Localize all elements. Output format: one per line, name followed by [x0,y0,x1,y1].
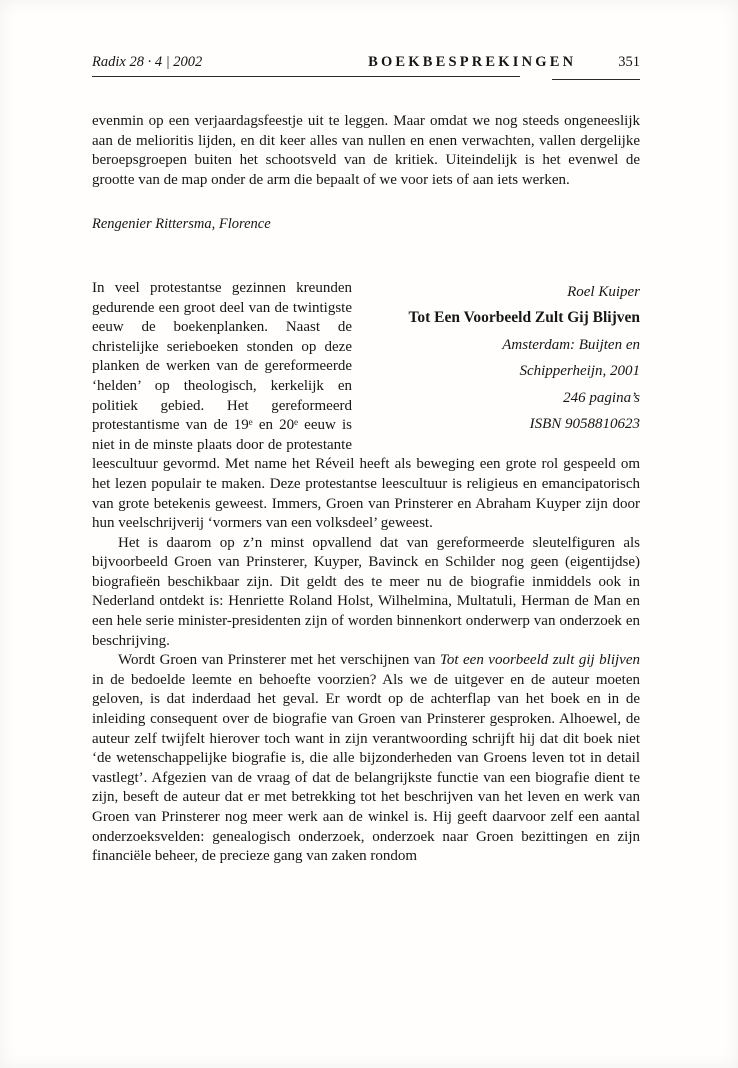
book-publisher-line2: Schipperheijn, 2001 [519,363,640,380]
review-paragraph-3-after: in de bedoelde leemte en behoefte voorzien? Als we de uitgever en de auteur moeten geloven, is dat inderdaad het geval. Er wordt op de achterflap van het boek en in de inleiding consequent over de biografie van Groen van Prinsterer gesproken. Alhoewel, de auteur zelf twijfelt hierover toch want in zijn verantwoording schrijft hij dat dit boek niet ‘de wetenschappelijke biografie is, die alle bijzonderheden van Groens leven tot in detail vastlegt’. Afgezien van de vraag of dat de belangrijkste functie van een biografie dient te zijn, beseft de auteur dat er met betrekking tot het beschrijven van het leven en werk van Groen van Prinsterer nog meer werk aan de winkel is. Hij geeft daarvoor zelf een aantal onderzoeksvelden: genealogisch onderzoek, onderzoek naar Groen bezittingen en zijn financiële beheer, de precieze gang van zaken rondom [92,671,640,865]
journal-citation: Radix 28 · 4 | 2002 [92,54,203,70]
review-paragraph-intro: In veel protestantse gezinnen kreunden gedurende een groot deel van de twintigste eeuw de boekenplanken. Naast de christelijke serieboeken stonden op deze planken de werken van de gereformeerde ‘helden’ op theologisch, kerkelijk en politiek gebied. Het gereformeerd protestantisme van de 19ᵉ en 20ᵉ eeuw is niet in de minste plaats door de protestante leescultuur gevormd. Met name het Réveil heeft als beweging een grote rol gespeeld om het lezen populair te maken. Deze protestantse leescultuur is religieus en emancipatorisch van grote betekenis geweest. Immers, Groen van Prinsterer en Abraham Kuyper zijn door hun veelschrijverij ‘vormers van een volksdeel’ geweest. [92,279,640,532]
book-publisher-line1: Amsterdam: Buijten en [502,336,640,353]
page-header [92,54,640,71]
book-title: Tot Een Voorbeeld Zult Gij Blijven [408,309,640,327]
page-number-rule [552,79,640,80]
inline-book-title: Tot een voorbeeld zult gij blijven [439,652,640,669]
book-author: Roel Kuiper [567,283,640,300]
review-paragraph-2: Het is daarom op z’n minst opvallend dat van gereformeerde sleutelfiguren als bijvoorbeeld Groen van Prinsterer, Kuyper, Bavinck en Schilder nog geen (eigentijdse) biografieën beschikbaar zijn. Dit geldt des te meer nu de biografie inmiddels ook in Nederland ontdekt is: Henriette Roland Holst, Wilhelmina, Multatuli, Herman de Man en een hele serie minister-presidenten zijn of worden binnenkort onderwerp van onderzoek en beschrijving. [92,534,640,649]
previous-review-signature: Rengenier Rittersma, Florence [92,216,271,233]
section-title: BOEKBESPREKINGEN [368,54,577,70]
header-rules [92,76,640,88]
review-paragraph-3 [92,651,640,867]
page-body [92,112,640,867]
review-paragraph-3-before: Wordt Groen van Prinsterer met het verschijnen van [118,652,440,669]
book-review-section [92,279,640,867]
book-isbn: ISBN 9058810623 [529,416,640,433]
previous-review-closing-paragraph: evenmin op een verjaardagsfeestje uit te leggen. Maar omdat we nog steeds ongeneeslijk aan de melioritis lijden, en dit keer alles van nullen en enen verwachten, vallen dergelijke beroepsgroepen buiten het schootsveld van de kritiek. Uiteindelijk is het evenwel de grootte van de map onder de arm die bepaalt of we voor iets of aan iets werken. [92,113,640,188]
header-rule [92,76,520,77]
book-page-count: 246 pagina’s [563,389,640,406]
page-number: 351 [618,54,640,70]
book-info-block [366,279,640,438]
